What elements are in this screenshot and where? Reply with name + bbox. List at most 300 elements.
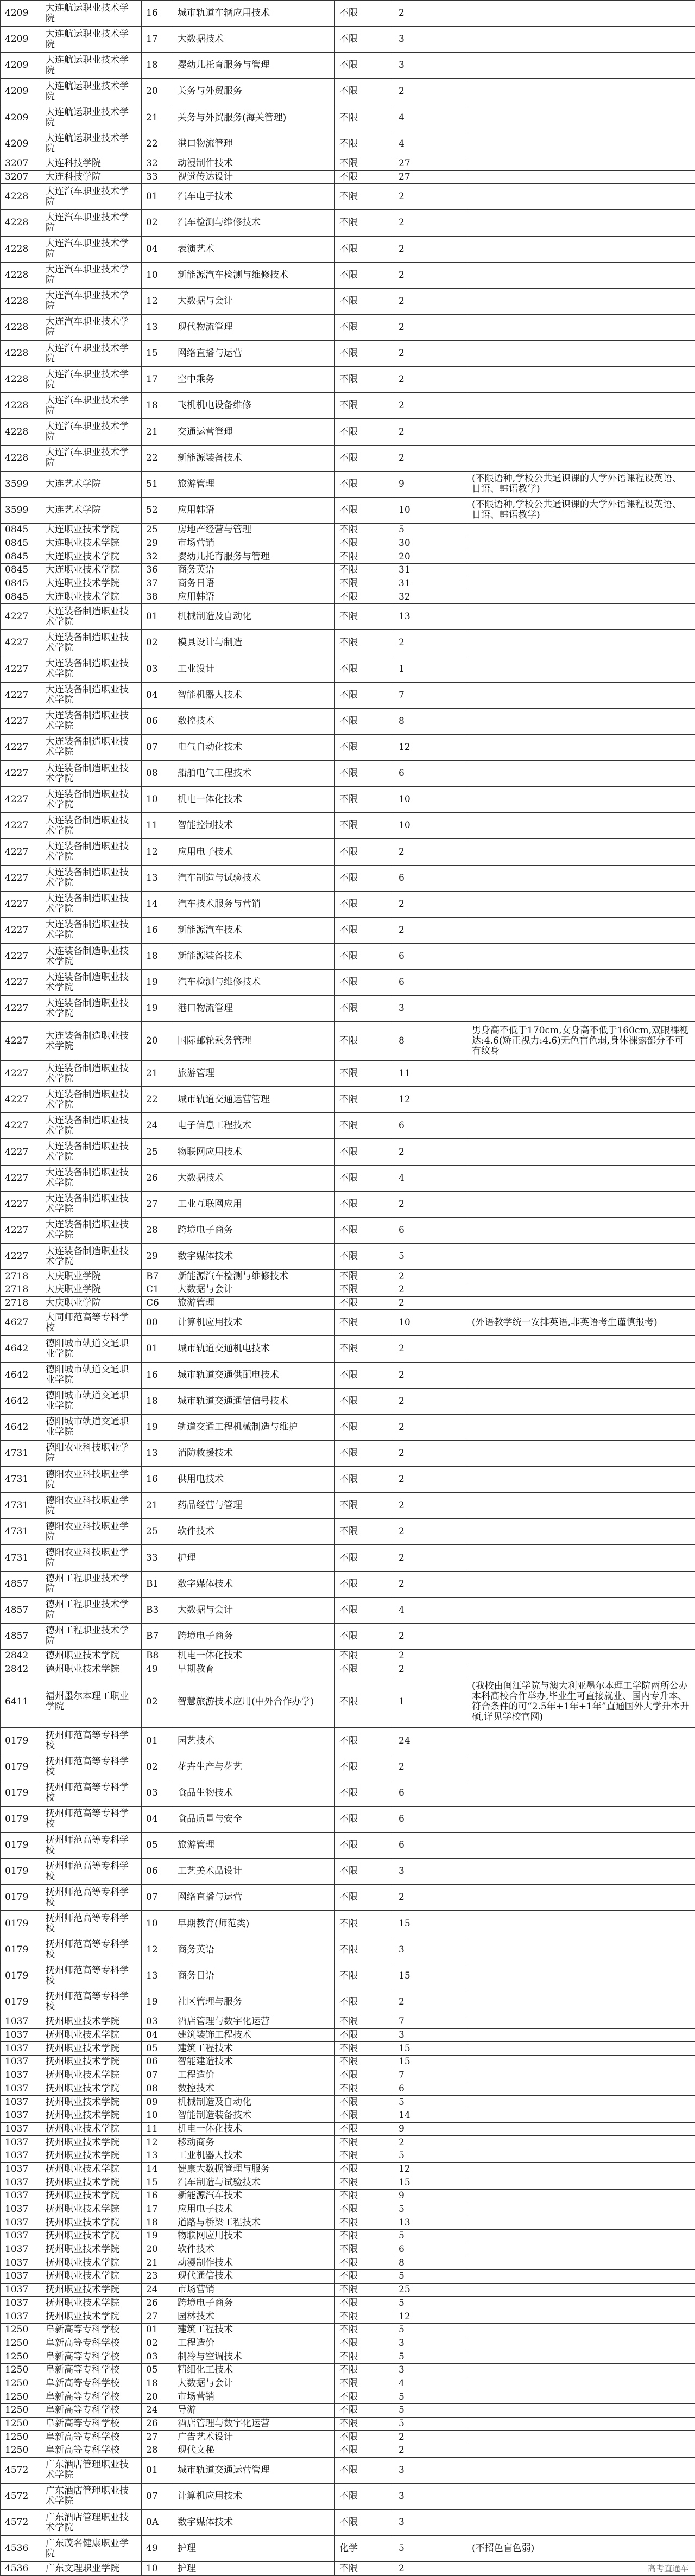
major-code-cell: 28 xyxy=(142,2444,173,2458)
school-name-cell: 大连装备制造职业技术学院 xyxy=(41,1087,142,1113)
subject-requirement-cell: 不限 xyxy=(335,604,394,630)
major-code-cell: 52 xyxy=(142,497,173,523)
school-code-cell: 0845 xyxy=(1,524,41,537)
school-name-cell: 德州职业技术学院 xyxy=(41,1663,142,1676)
table-row xyxy=(1,1859,695,1885)
plan-count-cell: 2 xyxy=(394,1571,467,1597)
school-name-cell: 抚州职业技术学院 xyxy=(41,2283,142,2297)
school-name-cell: 阜新高等专科学校 xyxy=(41,2417,142,2431)
school-code-cell: 4572 xyxy=(1,2483,41,2509)
major-code-cell: 29 xyxy=(142,1244,173,1270)
school-code-cell: 4642 xyxy=(1,1336,41,1362)
remarks-cell xyxy=(467,1963,695,1989)
school-name-cell: 抚州职业技术学院 xyxy=(41,2136,142,2149)
school-name-cell: 抚州职业技术学院 xyxy=(41,2216,142,2230)
subject-requirement-cell: 不限 xyxy=(335,630,394,656)
school-name-cell: 大连汽车职业技术学院 xyxy=(41,288,142,314)
table-row xyxy=(1,2562,695,2576)
major-code-cell: 21 xyxy=(142,2256,173,2270)
major-code-cell: 03 xyxy=(142,2015,173,2029)
major-name-cell: 港口物流管理 xyxy=(173,131,335,157)
school-code-cell: 3207 xyxy=(1,170,41,184)
major-name-cell: 国际邮轮乘务管理 xyxy=(173,1022,335,1061)
plan-count-cell: 2 xyxy=(394,314,467,340)
subject-requirement-cell: 不限 xyxy=(335,53,394,79)
school-name-cell: 阜新高等专科学校 xyxy=(41,2337,142,2350)
school-code-cell: 1037 xyxy=(1,2149,41,2162)
major-name-cell: 工程造价 xyxy=(173,2069,335,2082)
major-code-cell: 25 xyxy=(142,1519,173,1545)
plan-count-cell: 2 xyxy=(394,1754,467,1780)
table-row xyxy=(1,157,695,170)
plan-count-cell: 2 xyxy=(394,1191,467,1217)
school-name-cell: 大连装备制造职业技术学院 xyxy=(41,970,142,996)
table-row xyxy=(1,2337,695,2350)
table-row xyxy=(1,471,695,497)
school-code-cell: 1037 xyxy=(1,2310,41,2324)
remarks-cell: (我校由闽江学院与澳大利亚墨尔本理工学院两所公办本科高校合作举办,毕业生可直接就业、国内专升本、符合条件的可“2.5年+1年+1年”直通国外大学升本升硕,详见学校官网) xyxy=(467,1676,695,1728)
plan-count-cell: 5 xyxy=(394,2149,467,2162)
table-row xyxy=(1,2363,695,2377)
table-row xyxy=(1,236,695,262)
table-row xyxy=(1,2256,695,2270)
table-row xyxy=(1,891,695,917)
school-name-cell: 大连航运职业技术学院 xyxy=(41,53,142,79)
table-row xyxy=(1,184,695,210)
major-name-cell: 供用电技术 xyxy=(173,1467,335,1493)
plan-count-cell: 12 xyxy=(394,2310,467,2324)
school-name-cell: 德州工程职业技术学院 xyxy=(41,1623,142,1649)
major-code-cell: 17 xyxy=(142,2203,173,2216)
plan-count-cell: 3 xyxy=(394,27,467,53)
school-code-cell: 4228 xyxy=(1,367,41,393)
school-code-cell: 1250 xyxy=(1,2417,41,2431)
remarks-cell xyxy=(467,210,695,236)
school-name-cell: 抚州师范高等专科学校 xyxy=(41,1911,142,1937)
major-code-cell: 28 xyxy=(142,1217,173,1243)
remarks-cell xyxy=(467,1833,695,1859)
major-code-cell: 26 xyxy=(142,2297,173,2310)
remarks-cell xyxy=(467,419,695,445)
table-row xyxy=(1,2230,695,2243)
major-name-cell: 新能源汽车技术 xyxy=(173,2189,335,2203)
table-row xyxy=(1,2096,695,2109)
major-code-cell: 32 xyxy=(142,157,173,170)
table-row xyxy=(1,1296,695,1310)
major-name-cell: 大数据技术 xyxy=(173,1165,335,1191)
table-row xyxy=(1,2510,695,2536)
school-name-cell: 大连艺术学院 xyxy=(41,497,142,523)
plan-count-cell: 2 xyxy=(394,2431,467,2444)
table-row xyxy=(1,1,695,27)
school-name-cell: 抚州职业技术学院 xyxy=(41,2042,142,2056)
school-code-cell: 4228 xyxy=(1,236,41,262)
school-name-cell: 德州工程职业技术学院 xyxy=(41,1571,142,1597)
remarks-cell xyxy=(467,917,695,943)
school-name-cell: 大连装备制造职业技术学院 xyxy=(41,787,142,813)
major-name-cell: 药品经营与管理 xyxy=(173,1493,335,1519)
subject-requirement-cell: 不限 xyxy=(335,210,394,236)
major-code-cell: 26 xyxy=(142,1165,173,1191)
plan-count-cell: 2 xyxy=(394,2562,467,2576)
major-code-cell: 27 xyxy=(142,1191,173,1217)
subject-requirement-cell: 不限 xyxy=(335,1283,394,1296)
subject-requirement-cell: 不限 xyxy=(335,2377,394,2390)
subject-requirement-cell: 不限 xyxy=(335,471,394,497)
plan-count-cell: 2 xyxy=(394,184,467,210)
remarks-cell xyxy=(467,1087,695,1113)
major-code-cell: 13 xyxy=(142,865,173,891)
major-code-cell: 20 xyxy=(142,2390,173,2404)
major-name-cell: 表演艺术 xyxy=(173,236,335,262)
school-name-cell: 广东酒店管理职业技术学院 xyxy=(41,2483,142,2509)
subject-requirement-cell: 不限 xyxy=(335,2243,394,2256)
remarks-cell xyxy=(467,1362,695,1388)
major-name-cell: 商务英语 xyxy=(173,1937,335,1963)
remarks-cell xyxy=(467,131,695,157)
school-name-cell: 大庆职业学院 xyxy=(41,1296,142,1310)
school-code-cell: 4731 xyxy=(1,1493,41,1519)
table-row xyxy=(1,1139,695,1165)
school-code-cell: 0845 xyxy=(1,577,41,590)
major-code-cell: 13 xyxy=(142,1440,173,1466)
subject-requirement-cell: 不限 xyxy=(335,2162,394,2176)
major-code-cell: 10 xyxy=(142,1911,173,1937)
subject-requirement-cell: 不限 xyxy=(335,2444,394,2458)
major-code-cell: 12 xyxy=(142,2136,173,2149)
school-name-cell: 抚州师范高等专科学校 xyxy=(41,1937,142,1963)
plan-count-cell: 13 xyxy=(394,2216,467,2230)
school-code-cell: 0179 xyxy=(1,1859,41,1885)
remarks-cell xyxy=(467,157,695,170)
major-code-cell: 17 xyxy=(142,367,173,393)
table-row xyxy=(1,2457,695,2483)
major-name-cell: 软件技术 xyxy=(173,1519,335,1545)
major-code-cell: 03 xyxy=(142,656,173,682)
remarks-cell xyxy=(467,2136,695,2149)
subject-requirement-cell: 不限 xyxy=(335,2082,394,2096)
remarks-cell xyxy=(467,1780,695,1806)
major-code-cell: 08 xyxy=(142,761,173,787)
major-name-cell: 大数据技术 xyxy=(173,27,335,53)
table-row xyxy=(1,1663,695,1676)
remarks-cell xyxy=(467,656,695,682)
major-code-cell: 38 xyxy=(142,590,173,604)
school-name-cell: 德阳城市轨道交通职业学院 xyxy=(41,1388,142,1414)
school-code-cell: 4227 xyxy=(1,944,41,970)
subject-requirement-cell: 不限 xyxy=(335,1937,394,1963)
school-name-cell: 大连职业技术学院 xyxy=(41,524,142,537)
school-code-cell: 0179 xyxy=(1,1728,41,1754)
subject-requirement-cell: 不限 xyxy=(335,839,394,865)
remarks-cell xyxy=(467,2216,695,2230)
plan-count-cell: 2 xyxy=(394,1440,467,1466)
remarks-cell xyxy=(467,2350,695,2364)
table-row xyxy=(1,813,695,839)
major-name-cell: 数字媒体技术 xyxy=(173,1571,335,1597)
school-name-cell: 阜新高等专科学校 xyxy=(41,2323,142,2337)
major-name-cell: 机械制造及自动化 xyxy=(173,604,335,630)
major-name-cell: 大数据与会计 xyxy=(173,288,335,314)
major-code-cell: 18 xyxy=(142,1388,173,1414)
school-code-cell: 4642 xyxy=(1,1388,41,1414)
school-name-cell: 德阳城市轨道交通职业学院 xyxy=(41,1336,142,1362)
subject-requirement-cell: 不限 xyxy=(335,1754,394,1780)
school-name-cell: 抚州职业技术学院 xyxy=(41,2082,142,2096)
table-row xyxy=(1,1440,695,1466)
table-row xyxy=(1,2536,695,2562)
plan-count-cell: 5 xyxy=(394,2403,467,2417)
plan-count-cell: 5 xyxy=(394,2297,467,2310)
subject-requirement-cell: 不限 xyxy=(335,550,394,564)
remarks-cell xyxy=(467,2243,695,2256)
table-row xyxy=(1,524,695,537)
major-name-cell: 工业设计 xyxy=(173,656,335,682)
school-name-cell: 大连航运职业技术学院 xyxy=(41,27,142,53)
school-name-cell: 阜新高等专科学校 xyxy=(41,2444,142,2458)
table-row xyxy=(1,2162,695,2176)
subject-requirement-cell: 不限 xyxy=(335,262,394,288)
school-name-cell: 德阳农业科技职业学院 xyxy=(41,1519,142,1545)
subject-requirement-cell: 不限 xyxy=(335,577,394,590)
table-row xyxy=(1,1493,695,1519)
table-body xyxy=(1,1,695,2576)
subject-requirement-cell: 不限 xyxy=(335,656,394,682)
major-name-cell: 旅游管理 xyxy=(173,1061,335,1087)
subject-requirement-cell: 不限 xyxy=(335,2363,394,2377)
major-code-cell: C6 xyxy=(142,1296,173,1310)
school-code-cell: 1037 xyxy=(1,2082,41,2096)
plan-count-cell: 20 xyxy=(394,550,467,564)
remarks-cell xyxy=(467,682,695,708)
table-row xyxy=(1,1545,695,1571)
table-row xyxy=(1,2270,695,2284)
school-code-cell: 4228 xyxy=(1,419,41,445)
subject-requirement-cell: 不限 xyxy=(335,1545,394,1571)
table-row xyxy=(1,865,695,891)
major-code-cell: 16 xyxy=(142,2189,173,2203)
subject-requirement-cell: 不限 xyxy=(335,2056,394,2069)
plan-count-cell: 9 xyxy=(394,2122,467,2136)
major-code-cell: 07 xyxy=(142,1885,173,1911)
subject-requirement-cell: 不限 xyxy=(335,419,394,445)
school-name-cell: 抚州职业技术学院 xyxy=(41,2069,142,2082)
school-code-cell: 3207 xyxy=(1,157,41,170)
remarks-cell xyxy=(467,2323,695,2337)
plan-count-cell: 8 xyxy=(394,2256,467,2270)
major-code-cell: 12 xyxy=(142,1937,173,1963)
school-name-cell: 大连装备制造职业技术学院 xyxy=(41,917,142,943)
remarks-cell xyxy=(467,1623,695,1649)
plan-count-cell: 2 xyxy=(394,891,467,917)
subject-requirement-cell: 不限 xyxy=(335,2417,394,2431)
subject-requirement-cell: 不限 xyxy=(335,2297,394,2310)
school-name-cell: 抚州职业技术学院 xyxy=(41,2310,142,2324)
remarks-cell xyxy=(467,2390,695,2404)
major-code-cell: 16 xyxy=(142,1467,173,1493)
school-code-cell: 4227 xyxy=(1,1217,41,1243)
major-code-cell: 18 xyxy=(142,2377,173,2390)
school-code-cell: 4227 xyxy=(1,1087,41,1113)
table-row xyxy=(1,2377,695,2390)
plan-count-cell: 6 xyxy=(394,944,467,970)
school-name-cell: 大庆职业学院 xyxy=(41,1270,142,1283)
subject-requirement-cell: 不限 xyxy=(335,2096,394,2109)
major-name-cell: 建筑工程技术 xyxy=(173,2042,335,2056)
plan-count-cell: 10 xyxy=(394,1310,467,1336)
remarks-cell xyxy=(467,2122,695,2136)
school-code-cell: 4227 xyxy=(1,734,41,760)
major-code-cell: B3 xyxy=(142,1597,173,1623)
remarks-cell xyxy=(467,1270,695,1283)
school-name-cell: 抚州职业技术学院 xyxy=(41,2270,142,2284)
major-name-cell: 大数据与会计 xyxy=(173,1597,335,1623)
remarks-cell xyxy=(467,2149,695,2162)
remarks-cell xyxy=(467,708,695,734)
school-code-cell: 1037 xyxy=(1,2176,41,2190)
school-code-cell: 1250 xyxy=(1,2337,41,2350)
school-code-cell: 4572 xyxy=(1,2457,41,2483)
table-row xyxy=(1,917,695,943)
remarks-cell xyxy=(467,2510,695,2536)
major-code-cell: 14 xyxy=(142,891,173,917)
major-code-cell: 08 xyxy=(142,2082,173,2096)
school-name-cell: 德州职业技术学院 xyxy=(41,1650,142,1663)
school-name-cell: 大连装备制造职业技术学院 xyxy=(41,656,142,682)
plan-count-cell: 2 xyxy=(394,210,467,236)
remarks-cell xyxy=(467,2457,695,2483)
table-row xyxy=(1,1937,695,1963)
major-code-cell: 18 xyxy=(142,393,173,419)
remarks-cell xyxy=(467,445,695,471)
remarks-cell xyxy=(467,1244,695,1270)
remarks-cell xyxy=(467,1467,695,1493)
school-code-cell: 4731 xyxy=(1,1519,41,1545)
school-code-cell: 3599 xyxy=(1,497,41,523)
school-code-cell: 4642 xyxy=(1,1414,41,1440)
plan-count-cell: 3 xyxy=(394,1937,467,1963)
school-code-cell: 4209 xyxy=(1,1,41,27)
subject-requirement-cell: 不限 xyxy=(335,2483,394,2509)
school-code-cell: 0179 xyxy=(1,1806,41,1832)
school-name-cell: 大连装备制造职业技术学院 xyxy=(41,1139,142,1165)
subject-requirement-cell: 不限 xyxy=(335,1519,394,1545)
major-name-cell: 城市轨道交通机电技术 xyxy=(173,1336,335,1362)
major-name-cell: 跨境电子商务 xyxy=(173,1217,335,1243)
school-name-cell: 大连汽车职业技术学院 xyxy=(41,236,142,262)
major-name-cell: 物联网应用技术 xyxy=(173,2230,335,2243)
remarks-cell xyxy=(467,2270,695,2284)
school-code-cell: 1037 xyxy=(1,2216,41,2230)
plan-count-cell: 2 xyxy=(394,1663,467,1676)
major-code-cell: 07 xyxy=(142,734,173,760)
major-name-cell: 现代物流管理 xyxy=(173,314,335,340)
major-name-cell: 早期教育 xyxy=(173,1663,335,1676)
subject-requirement-cell: 不限 xyxy=(335,2562,394,2576)
subject-requirement-cell: 不限 xyxy=(335,2510,394,2536)
plan-count-cell: 3 xyxy=(394,2028,467,2042)
school-name-cell: 大连汽车职业技术学院 xyxy=(41,184,142,210)
major-code-cell: 22 xyxy=(142,131,173,157)
subject-requirement-cell: 不限 xyxy=(335,79,394,105)
subject-requirement-cell: 不限 xyxy=(335,2230,394,2243)
plan-count-cell: 12 xyxy=(394,2162,467,2176)
major-code-cell: 01 xyxy=(142,2323,173,2337)
remarks-cell xyxy=(467,891,695,917)
subject-requirement-cell: 不限 xyxy=(335,2203,394,2216)
major-name-cell: 机电一体化技术 xyxy=(173,1650,335,1663)
major-code-cell: 16 xyxy=(142,1,173,27)
major-code-cell: 02 xyxy=(142,210,173,236)
major-name-cell: 建筑工程技术 xyxy=(173,2323,335,2337)
remarks-cell xyxy=(467,2096,695,2109)
table-row xyxy=(1,734,695,760)
school-code-cell: 1037 xyxy=(1,2297,41,2310)
major-code-cell: 01 xyxy=(142,184,173,210)
table-row xyxy=(1,682,695,708)
major-name-cell: 网络直播与运营 xyxy=(173,1885,335,1911)
plan-count-cell: 4 xyxy=(394,1597,467,1623)
remarks-cell xyxy=(467,1,695,27)
plan-count-cell: 9 xyxy=(394,471,467,497)
school-name-cell: 大连职业技术学院 xyxy=(41,577,142,590)
major-code-cell: 29 xyxy=(142,537,173,550)
school-code-cell: 2842 xyxy=(1,1663,41,1676)
school-name-cell: 德阳农业科技职业学院 xyxy=(41,1493,142,1519)
school-name-cell: 阜新高等专科学校 xyxy=(41,2390,142,2404)
subject-requirement-cell: 不限 xyxy=(335,497,394,523)
remarks-cell xyxy=(467,996,695,1022)
subject-requirement-cell: 不限 xyxy=(335,2109,394,2122)
major-name-cell: 酒店管理与数字化运营 xyxy=(173,2417,335,2431)
major-name-cell: 护理 xyxy=(173,1545,335,1571)
school-name-cell: 德阳农业科技职业学院 xyxy=(41,1467,142,1493)
subject-requirement-cell: 不限 xyxy=(335,445,394,471)
school-name-cell: 抚州师范高等专科学校 xyxy=(41,1806,142,1832)
major-name-cell: 智能建造技术 xyxy=(173,2056,335,2069)
school-code-cell: 1037 xyxy=(1,2136,41,2149)
table-row xyxy=(1,1676,695,1728)
remarks-cell: (不限语种,学校公共通识课的大学外语课程设英语、日语、韩语教学) xyxy=(467,471,695,497)
plan-count-cell: 10 xyxy=(394,813,467,839)
school-name-cell: 大连科技学院 xyxy=(41,170,142,184)
school-name-cell: 抚州职业技术学院 xyxy=(41,2230,142,2243)
table-row xyxy=(1,787,695,813)
school-code-cell: 1037 xyxy=(1,2230,41,2243)
school-name-cell: 抚州职业技术学院 xyxy=(41,2056,142,2069)
major-name-cell: 计算机应用技术 xyxy=(173,2483,335,2509)
school-name-cell: 抚州职业技术学院 xyxy=(41,2015,142,2029)
school-code-cell: 1037 xyxy=(1,2015,41,2029)
table-row xyxy=(1,2109,695,2122)
major-name-cell: 轨道交通工程机械制造与维护 xyxy=(173,1414,335,1440)
school-code-cell: 4227 xyxy=(1,891,41,917)
school-code-cell: 0179 xyxy=(1,1780,41,1806)
school-code-cell: 1037 xyxy=(1,2056,41,2069)
subject-requirement-cell: 不限 xyxy=(335,1571,394,1597)
major-name-cell: 电气自动化技术 xyxy=(173,734,335,760)
plan-count-cell: 9 xyxy=(394,2189,467,2203)
major-name-cell: 食品生物技术 xyxy=(173,1780,335,1806)
school-name-cell: 大连装备制造职业技术学院 xyxy=(41,865,142,891)
school-name-cell: 大连装备制造职业技术学院 xyxy=(41,604,142,630)
school-code-cell: 1250 xyxy=(1,2444,41,2458)
subject-requirement-cell: 不限 xyxy=(335,1989,394,2015)
table-row xyxy=(1,2189,695,2203)
plan-count-cell: 6 xyxy=(394,2243,467,2256)
subject-requirement-cell: 不限 xyxy=(335,813,394,839)
plan-count-cell: 2 xyxy=(394,2136,467,2149)
